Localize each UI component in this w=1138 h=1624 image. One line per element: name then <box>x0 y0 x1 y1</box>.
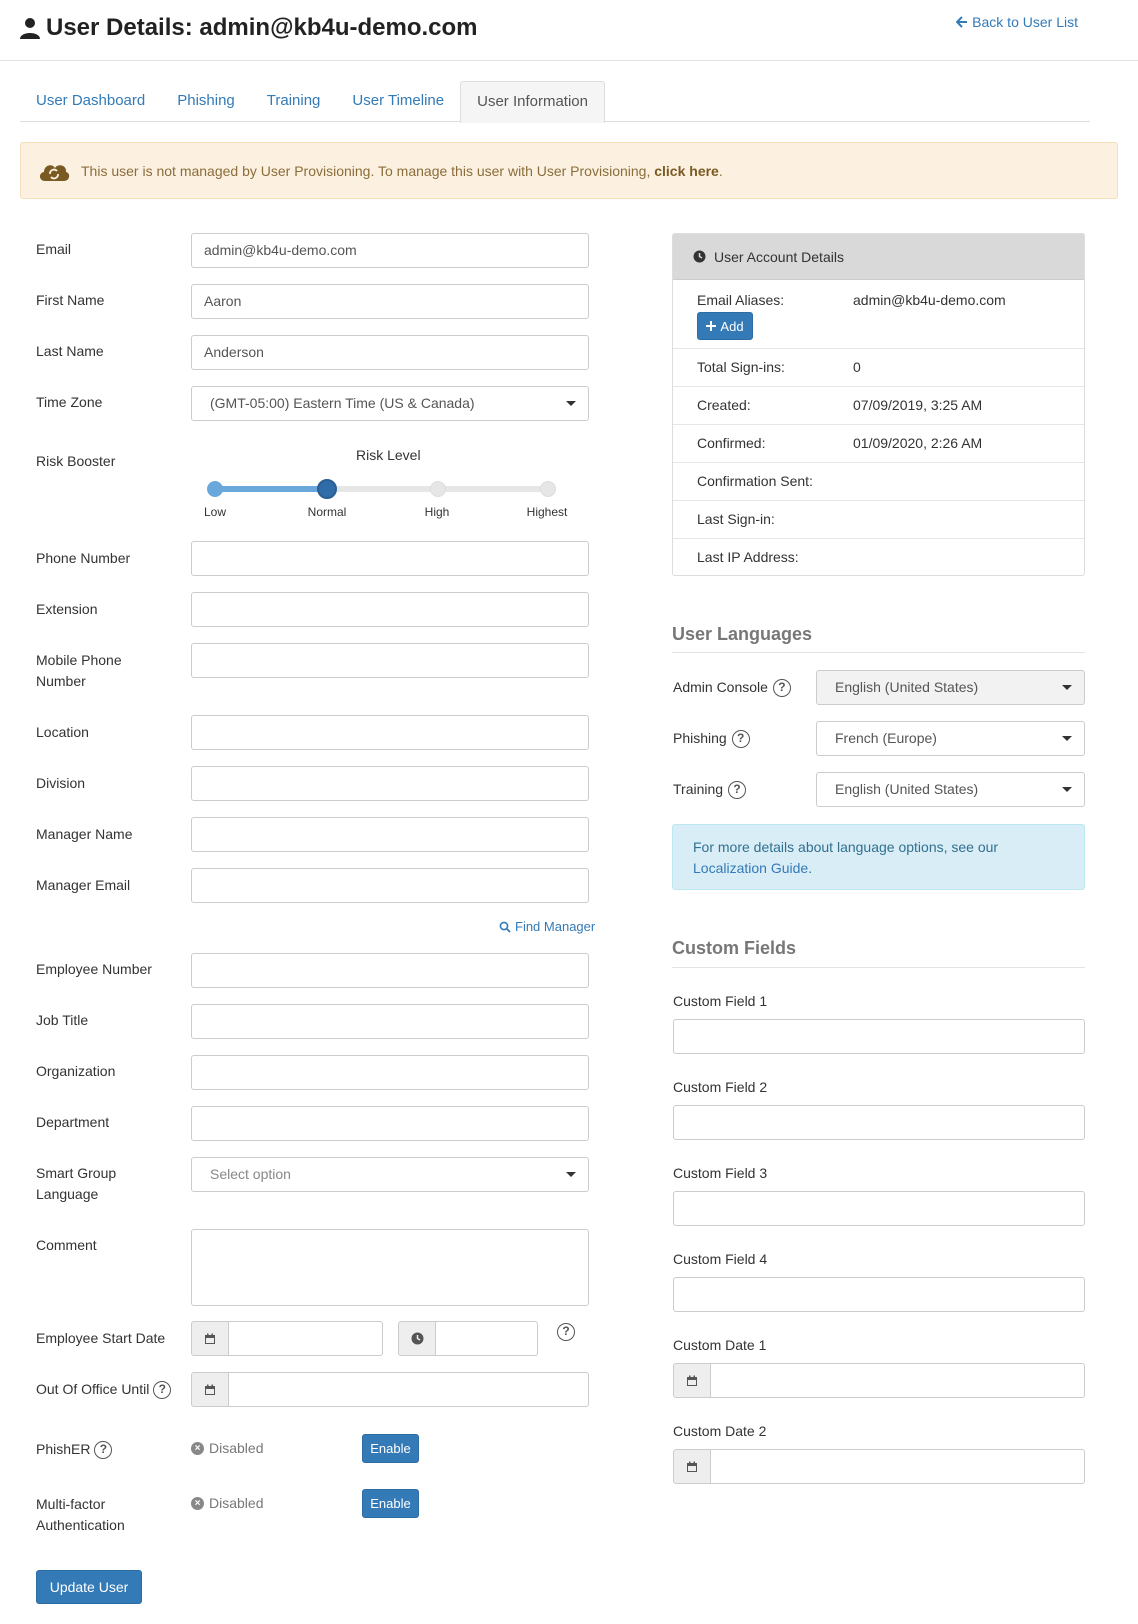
manager-email-label: Manager Email <box>36 877 131 893</box>
job-title-field[interactable] <box>191 1004 589 1039</box>
help-icon[interactable]: ? <box>153 1381 171 1399</box>
email-aliases-value: admin@kb4u-demo.com <box>853 292 1006 308</box>
out-of-office-label: Out Of Office Until ? <box>36 1379 171 1400</box>
email-label: Email <box>36 241 72 257</box>
clock-icon <box>411 1332 424 1345</box>
provisioning-click-here-link[interactable]: click here <box>654 162 719 179</box>
tab-phishing[interactable]: Phishing <box>177 92 235 109</box>
update-user-button[interactable]: Update User <box>36 1570 142 1604</box>
calendar-icon <box>204 1384 216 1396</box>
x-circle-icon: × <box>191 1442 204 1455</box>
cloud-sync-icon <box>37 159 71 183</box>
custom-fields-divider <box>672 967 1085 968</box>
extension-field[interactable] <box>191 592 589 627</box>
help-icon[interactable]: ? <box>773 679 791 697</box>
search-icon <box>499 921 511 933</box>
phisher-status <box>191 1440 263 1456</box>
page-title-text: User Details: admin@kb4u-demo.com <box>46 14 478 41</box>
phisher-enable-button[interactable]: Enable <box>362 1434 419 1463</box>
panel-header <box>673 234 1084 280</box>
manager-name-field[interactable] <box>191 817 589 852</box>
back-to-user-list-link[interactable] <box>956 14 1078 30</box>
phishing-language-label: Phishing ? <box>673 728 750 749</box>
mfa-status-text: Disabled <box>209 1495 264 1511</box>
x-circle-icon: × <box>191 1497 204 1510</box>
tab-bar <box>20 81 1090 122</box>
tab-training[interactable]: Training <box>266 92 321 109</box>
languages-divider <box>672 652 1085 653</box>
risk-level-high-label: High <box>424 505 450 519</box>
risk-slider-tick-low[interactable] <box>207 481 223 497</box>
chevron-down-icon <box>1062 787 1072 792</box>
employee-number-label: Employee Number <box>36 961 152 977</box>
risk-level-title: Risk Level <box>356 447 421 463</box>
out-of-office-input[interactable] <box>229 1372 589 1407</box>
division-label: Division <box>36 775 86 791</box>
find-manager-link[interactable] <box>499 919 595 934</box>
custom-date-1-addon[interactable] <box>673 1363 711 1398</box>
custom-fields-heading: Custom Fields <box>672 938 797 958</box>
total-signins-row: Total Sign-ins: 0 <box>673 349 1084 387</box>
chevron-down-icon <box>566 1172 576 1177</box>
calendar-icon <box>686 1375 698 1387</box>
chevron-down-icon <box>566 401 576 406</box>
provisioning-notice <box>20 142 1118 199</box>
risk-slider-tick-highest[interactable] <box>540 481 556 497</box>
phishing-language-select[interactable] <box>816 721 1085 756</box>
panel-title: User Account Details <box>714 248 844 265</box>
custom-field-1-label: Custom Field 1 <box>673 993 768 1009</box>
user-languages-heading: User Languages <box>672 624 813 644</box>
organization-field[interactable] <box>191 1055 589 1090</box>
custom-field-3-label: Custom Field 3 <box>673 1165 768 1181</box>
custom-field-2-input[interactable] <box>673 1105 1085 1140</box>
provisioning-text: This user is not managed by User Provisioning. To manage this user with User Provisioning, click here. <box>81 162 723 179</box>
employee-start-date-label: Employee Start Date <box>36 1330 166 1346</box>
admin-console-label: Admin Console ? <box>673 677 791 698</box>
custom-field-3-input[interactable] <box>673 1191 1085 1226</box>
phisher-status-text: Disabled <box>209 1440 264 1456</box>
last-name-field[interactable]: Anderson <box>191 335 589 370</box>
department-label: Department <box>36 1114 110 1130</box>
start-time-input[interactable] <box>436 1321 538 1356</box>
tab-user-timeline[interactable]: User Timeline <box>352 92 445 109</box>
clock-icon <box>693 250 706 263</box>
localization-guide-link[interactable]: Localization Guide <box>693 860 809 876</box>
page-title <box>18 14 478 42</box>
smart-group-language-select[interactable] <box>191 1157 589 1192</box>
risk-level-low-label: Low <box>203 505 226 519</box>
created-row: Created: 07/09/2019, 3:25 AM <box>673 387 1084 425</box>
help-icon[interactable]: ? <box>557 1323 575 1341</box>
risk-slider-handle[interactable] <box>317 479 337 499</box>
chevron-down-icon <box>1062 736 1072 741</box>
calendar-icon <box>686 1461 698 1473</box>
time-zone-label: Time Zone <box>36 394 103 410</box>
last-name-label: Last Name <box>36 343 104 359</box>
add-alias-label: Add <box>720 318 744 334</box>
department-field[interactable] <box>191 1106 589 1141</box>
phone-number-field[interactable] <box>191 541 589 576</box>
risk-level-highest-label: Highest <box>526 505 568 519</box>
last-signin-row: Last Sign-in: <box>673 501 1084 539</box>
add-alias-button[interactable] <box>697 312 753 340</box>
custom-date-2-input[interactable] <box>711 1449 1085 1484</box>
chevron-down-icon <box>1062 685 1072 690</box>
email-aliases-row <box>673 280 1084 349</box>
find-manager-label: Find Manager <box>515 919 596 934</box>
start-time-addon[interactable] <box>398 1321 436 1356</box>
last-ip-row: Last IP Address: <box>697 549 799 565</box>
division-field[interactable] <box>191 766 589 801</box>
start-date-addon[interactable] <box>191 1321 229 1356</box>
training-language-value: English (United States) <box>835 781 979 797</box>
smart-group-language-placeholder: Select option <box>210 1166 291 1182</box>
first-name-field[interactable]: Aaron <box>191 284 589 319</box>
custom-date-2-addon[interactable] <box>673 1449 711 1484</box>
risk-slider-fill <box>215 486 327 492</box>
time-zone-select[interactable] <box>191 386 589 421</box>
job-title-label: Job Title <box>36 1012 89 1028</box>
custom-date-2-label: Custom Date 2 <box>673 1423 767 1439</box>
training-language-select[interactable] <box>816 772 1085 807</box>
help-icon[interactable]: ? <box>732 730 750 748</box>
confirmation-sent-row: Confirmation Sent: <box>673 463 1084 501</box>
training-language-label: Training ? <box>673 779 746 800</box>
phisher-label: PhishER ? <box>36 1439 112 1460</box>
custom-date-1-label: Custom Date 1 <box>673 1337 767 1353</box>
smart-group-language-label: Smart Group Language <box>36 1165 117 1202</box>
location-field[interactable] <box>191 715 589 750</box>
employee-number-field[interactable] <box>191 953 589 988</box>
admin-console-language-value: English (United States) <box>835 679 979 695</box>
mfa-status <box>191 1495 263 1511</box>
mobile-phone-field[interactable] <box>191 643 589 678</box>
custom-field-1-input[interactable] <box>673 1019 1085 1054</box>
comment-label: Comment <box>36 1237 97 1253</box>
tab-user-dashboard[interactable]: User Dashboard <box>36 92 146 109</box>
localization-info-text: For more details about language options, see our <box>693 839 999 855</box>
help-icon[interactable]: ? <box>94 1441 112 1459</box>
custom-field-4-input[interactable] <box>673 1277 1085 1312</box>
start-date-input[interactable] <box>229 1321 383 1356</box>
email-aliases-label: Email Aliases: <box>697 292 785 308</box>
mfa-label: Multi-factor Authentication <box>36 1496 125 1533</box>
calendar-icon <box>204 1333 216 1345</box>
admin-console-language-select[interactable] <box>816 670 1085 705</box>
phishing-language-value: French (Europe) <box>835 730 937 746</box>
extension-label: Extension <box>36 601 98 617</box>
back-link-label: Back to User List <box>972 14 1078 30</box>
manager-email-field[interactable] <box>191 868 589 903</box>
first-name-label: First Name <box>36 292 105 308</box>
tab-user-information[interactable]: User Information <box>460 81 605 123</box>
location-label: Location <box>36 724 89 740</box>
mfa-enable-button[interactable]: Enable <box>362 1489 419 1518</box>
email-field[interactable]: admin@kb4u-demo.com <box>191 233 589 268</box>
out-of-office-addon[interactable] <box>191 1372 229 1407</box>
manager-name-label: Manager Name <box>36 826 133 842</box>
mobile-phone-label: Mobile Phone Number <box>36 652 122 689</box>
header-divider <box>0 60 1138 61</box>
risk-slider-tick-high[interactable] <box>430 481 446 497</box>
confirmed-row: Confirmed: 01/09/2020, 2:26 AM <box>673 425 1084 463</box>
comment-textarea[interactable] <box>191 1229 589 1306</box>
arrow-left-icon <box>956 16 968 28</box>
custom-date-1-input[interactable] <box>711 1363 1085 1398</box>
phone-number-label: Phone Number <box>36 550 131 566</box>
organization-label: Organization <box>36 1063 116 1079</box>
user-account-details-panel <box>672 233 1085 576</box>
help-icon[interactable]: ? <box>728 781 746 799</box>
user-icon <box>18 16 42 40</box>
risk-level-normal-label: Normal <box>307 505 347 519</box>
plus-icon <box>706 321 716 331</box>
localization-info-box: For more details about language options, see our Localization Guide. <box>672 824 1085 890</box>
time-zone-value: (GMT-05:00) Eastern Time (US & Canada) <box>210 395 475 411</box>
custom-field-4-label: Custom Field 4 <box>673 1251 768 1267</box>
custom-field-2-label: Custom Field 2 <box>673 1079 768 1095</box>
risk-booster-label: Risk Booster <box>36 453 116 469</box>
